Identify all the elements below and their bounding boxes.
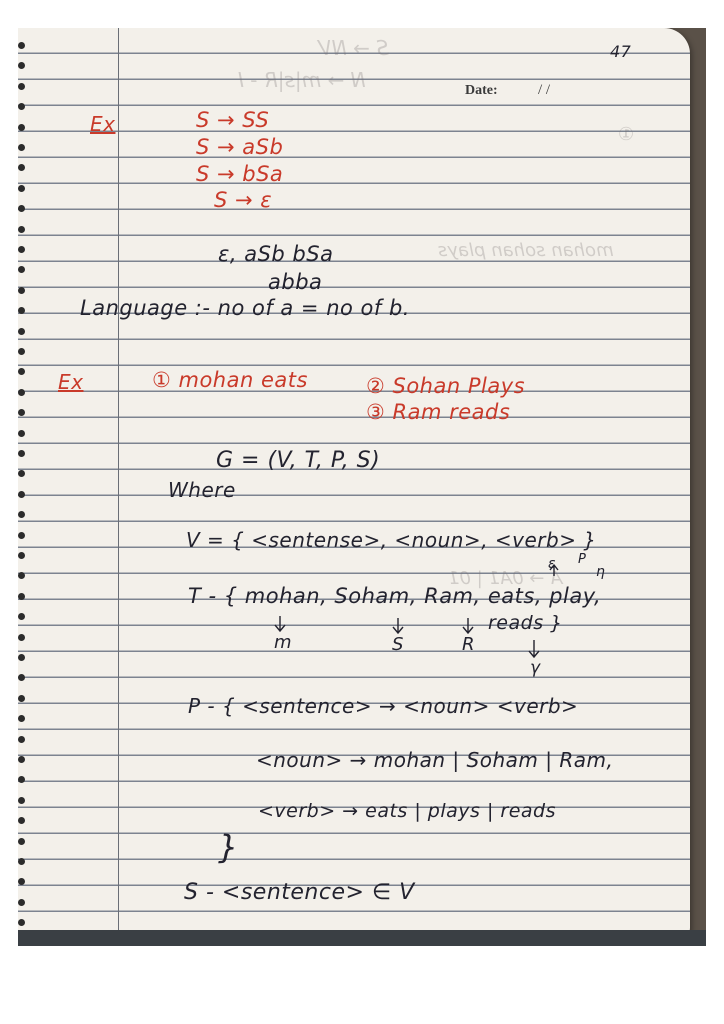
derivations: ε, aSb bSa [218,242,334,266]
arrow-m [275,616,285,631]
v-annot-e: ε [548,556,557,572]
p-verb-rule: <verb> → eats | plays | reads [258,800,557,822]
page-number: 47 [610,42,632,61]
rule-3: S → bSa [196,162,284,186]
t-annot-r: R [462,634,476,655]
date-label: Date: [465,83,498,98]
ghost-text: mohan sohan plays [438,240,614,261]
sample-string: abba [268,270,323,294]
v-annot-p: P [578,552,587,567]
arrow-gamma [529,640,539,657]
arrow-e [550,565,558,576]
example2-label: Ex [58,370,84,394]
ghost-text: ① [618,124,635,145]
t-set: T - { mohan, Soham, Ram, eats, play, [188,584,602,608]
rule-4: S → ε [214,188,273,212]
grammar-tuple: G = (V, T, P, S) [216,448,381,473]
start-symbol-line: S - <sentence> ∈ V [184,880,415,905]
t-annot-m: m [274,632,293,653]
arrow-r [463,618,473,633]
arrow-s [393,618,403,633]
date-slashes: / / [538,82,551,98]
v-annot-n: η [596,564,606,580]
p-noun-rule: <noun> → mohan | Soham | Ram, [256,748,614,772]
p-set: P - { <sentence> → <noun> <verb> [188,694,579,718]
v-set: V = { <sentense>, <noun>, <verb> } [186,528,597,552]
sentence-1: ① mohan eats [152,368,308,392]
notebook-photo [18,28,706,946]
photo-edge [18,930,706,946]
example1-label: Ex [90,112,116,136]
ghost-text: A → 0A1 | 01 [448,568,563,589]
t-annot-gamma: γ [530,658,541,678]
t-annot-s: S [392,634,404,655]
ghost-text: S → NV [318,36,389,60]
sentence-2: ② Sohan Plays [366,374,526,398]
rule-1: S → SS [196,108,270,132]
language-line: Language :- no of a = no of b. [80,296,410,320]
notebook-page [18,28,690,938]
ghost-text: N → m|s|R - I [238,68,366,92]
p-close-brace: } [218,828,239,866]
where-label: Where [168,478,236,502]
sentence-3: ③ Ram reads [366,400,511,424]
t-set-cont: reads } [488,612,563,634]
rule-2: S → aSb [196,135,284,159]
